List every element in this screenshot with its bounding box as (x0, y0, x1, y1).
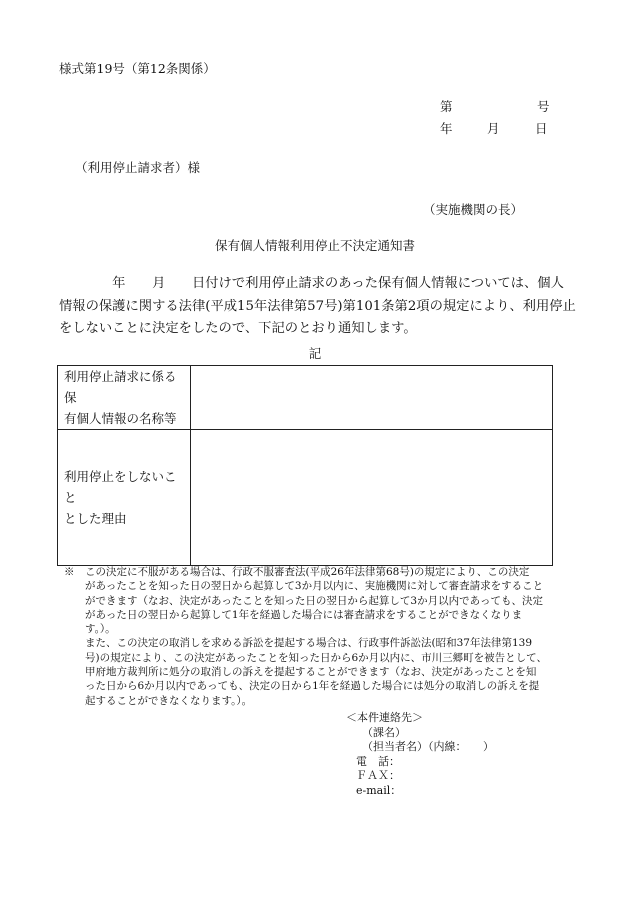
date-year: 年 (440, 121, 453, 136)
date-day: 日 (535, 121, 548, 136)
reason-label (58, 430, 191, 566)
note-line: また、この決定の取消しを求める訴訟を提起する場合は、行政事件訴訟法(昭和37年法律第139 (64, 637, 532, 650)
body-line: 情報の保護に関する法律(平成15年法律第57号)第101条第2項の規定により、利用停止 (59, 298, 576, 314)
note-line: 号)の規定により、この決定があったことを知った日から6か月以内に、市川三郷町を被告として、 (64, 651, 547, 664)
note-line: ※ この決定に不服がある場合は、行政不服審査法(平成26年法律第68号)の規定により、この決定 (64, 566, 530, 578)
label-line: とした理由 (64, 511, 127, 526)
note-line: ができます（なお、決定があったことを知った日の翌日から起算して3か月以内であっても、決定 (64, 594, 543, 607)
contact-person: （担当者名）（内線： ） (362, 740, 494, 753)
date-month: 月 (487, 121, 500, 136)
note-line: す。）。 (64, 623, 116, 636)
contact-dept: （課名） (362, 725, 406, 739)
contact-heading: ＜本件連絡先＞ (346, 711, 423, 724)
label-line: 利用停止をしないこと (64, 469, 177, 505)
table-row (58, 366, 553, 430)
note-line: 甲府地方裁判所に処分の取消しの訴えを提起することができます（なお、決定があったことを知 (64, 666, 537, 679)
label-line: 有個人情報の名称等 (64, 411, 177, 426)
contact-fax: ＦＡＸ： (356, 769, 400, 782)
document-title: 保有個人情報利用停止不決定通知書 (214, 238, 415, 253)
reason-value[interactable] (191, 430, 553, 566)
body-paragraph (59, 273, 576, 341)
contact-email: e-mail： (356, 783, 402, 797)
body-line: をしないことに決定をしたので、下記のとおり通知します。 (59, 321, 417, 336)
table-row (58, 430, 553, 566)
note-line: った日から6か月以内であっても、決定の日から1年を経過した場合には処分の取消しの訴えを提 (64, 680, 540, 693)
info-name-value[interactable] (191, 366, 553, 430)
info-name-label (58, 366, 191, 430)
ki-heading: 記 (308, 346, 322, 361)
contact-info (346, 711, 494, 798)
addressee: （利用停止請求者）様 (75, 160, 201, 175)
info-table (57, 365, 553, 566)
issuer: （実施機関の長） (423, 202, 524, 217)
note-line: 起することができなくなります。）。 (64, 694, 253, 707)
number-label-left: 第 (440, 99, 453, 114)
note-line: があったことを知った日の翌日から起算して3か月以内に、実施機関に対して審査請求をすること (64, 580, 544, 593)
label-line: 利用停止請求に係る保 (64, 369, 177, 405)
contact-tel: 電 話： (356, 754, 400, 768)
note-line: があった日の翌日から起算して1年を経過した場合には審査請求をすることができなくなりま (64, 608, 523, 621)
form-number: 様式第19号（第12条関係） (59, 61, 216, 76)
body-line: 年 月 日付けで利用停止請求のあった保有個人情報については、個人 (59, 276, 564, 291)
appeal-note (64, 565, 559, 708)
number-label-right: 号 (537, 99, 550, 114)
